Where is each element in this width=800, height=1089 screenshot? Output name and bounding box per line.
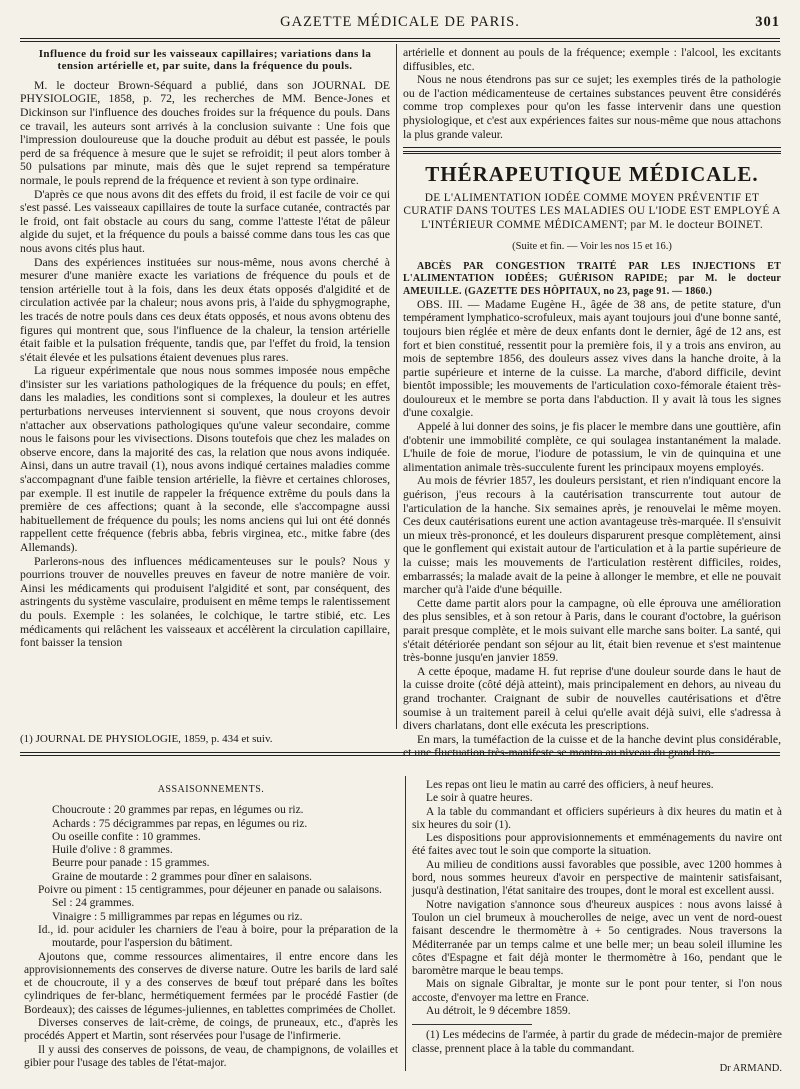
- seasoning-line: Achards : 75 décigrammes par repas, en légumes ou riz.: [52, 817, 308, 830]
- right-paragraph-3: Au mois de février 1857, les douleurs persistant, et rien n'indiquant encore la guérison, j'eus recours à la cautérisation transcurrente tout autour de l'articulation de la hanche. Six semaines après, je renouvelai le même moyen. Ces deux cautérisations eurent une action avantageuse très-marquée. Il s'ensuivit un mieux très-prononcé, et les douleurs disparurent presque complètement, ainsi que le gonflement qui existait autour de l'articulation et à la partie supérieure de la cuisse; mais les mouvements de l'articulation restèrent difficiles, roides, embarrassés; la malade avait de la peine à allonger le membre, et elle ne pouvait marcher qu'à l'aide d'une béquille.: [403, 474, 781, 597]
- feuilleton-left: [24, 780, 398, 1080]
- right-intro-1: artérielle et donnent au pouls de la fréquence; exemple : l'alcool, les excitants diffusibles, etc.: [403, 46, 781, 73]
- column-divider: [396, 44, 397, 729]
- right-paragraph-1: OBS. III. — Madame Eugène H., âgée de 38 ans, de petite stature, d'un tempérament lymphatico-scrofuleux, mais ayant toujours joui d'une bonne santé, toujours bien réglée et mère de deux enfants dont le dernier, âgé de 12 ans, est fort et bien constitué, ressentit pour la première fois, il y a trois ans environ, au mois de septembre 1856, des douleurs assez vives dans la hanche droite, à la partie supérieure et interne de la cuisse. La marche, d'abord difficile, devint bientôt impossible; les mouvements de l'articulation coxo-fémorale étaient très-douloureux et le membre se porta dans l'abduction. Il y avait là tous les signes d'une coxalgie.: [403, 297, 781, 420]
- footnote-rule: [412, 1024, 532, 1025]
- right-paragraph-6: En mars, la tuméfaction de la cuisse et de la hanche devint plus considérable, et une fluctuation très-manifeste se montra au niveau du grand tro-: [403, 732, 781, 760]
- section-heading: THÉRAPEUTIQUE MÉDICALE.: [425, 162, 759, 187]
- feuilleton-right-paragraph-5: Au milieu de conditions aussi favorables que possible, avec 1200 hommes à bord, nous sommes heureux d'avoir en perspective de maintenir satisfaisant, jusqu'à destination, l'état sanitaire des troupes, dont le moral est excellent aussi.: [412, 858, 782, 898]
- right-intro-2: Nous ne nous étendrons pas sur ce sujet; les exemples tirés de la pathologie ou de l'action médicamenteuse de certaines substances peuvent être considérés comme trop complexes pour qu'on les fasse intervenir dans une question physiologique, et c'est aux expériences faites sur nous-même que nous attachons la plus grande valeur.: [403, 73, 781, 141]
- page-number: 301: [755, 14, 780, 30]
- top-rule: [20, 38, 780, 39]
- case-heading: ABCÈS PAR CONGESTION TRAITÉ PAR LES INJECTIONS ET L'ALIMENTATION IODÉES; GUÉRISON RAPIDE; par M. le docteur AMEUILLE. (GAZETTE DES HÔPITAUX, no 23, page 91. — 1860.): [403, 261, 781, 297]
- feuilleton-left-paragraph-3: Il y aussi des conserves de poissons, de veau, de champignons, de volailles et gibier pour l'usage des tables de l'état-major.: [24, 1043, 398, 1069]
- running-head: [20, 14, 780, 34]
- feuilleton-right-paragraph-3: A la table du commandant et officiers supérieurs à dix heures du matin et à six heures du soir (1).: [412, 805, 782, 831]
- right-paragraph-4: Cette dame partit alors pour la campagne, où elle éprouva une amélioration des plus sensibles, et à son retour à Paris, dans le courant d'octobre, la guérison parait presque complète, et le mois suivant elle marche sans boiter. La santé, qui s'était détériorée pendant son séjour au lit, était bien revenue et s'est maintenue très-bonne jusqu'en janvier 1859.: [403, 596, 781, 665]
- feuilleton-right: [412, 779, 782, 1079]
- seasoning-line: Poivre ou piment : 15 centigrammes, pour déjeuner en panade ou salaisons.: [38, 884, 382, 897]
- feuilleton-title: ASSAISONNEMENTS.: [157, 784, 265, 795]
- signature: Dr ARMAND.: [719, 1062, 782, 1074]
- left-footnote: (1) JOURNAL DE PHYSIOLOGIE, 1859, p. 434 et suiv.: [20, 733, 273, 745]
- left-paragraph-4: La rigueur expérimentale que nous nous sommes imposée nous empêche d'insister sur les variations pathologiques de la fréquence du pouls; en effet, dans les maladies, les conditions sont si complexes, la douleur et les autres perturbations nerveuses interviennent si souvent, que nous croyons devoir n'attacher aux observations pathologiques qu'une valeur secondaire, comme nous le faisons pour les vivisections. Disons toutefois que chez les malades on observe encore, dans la majorité des cas, la relation que nous avons indiquée. Ainsi, dans un autre travail (1), nous avons indiqué certaines maladies comme s'accompagnant d'une faible tension artérielle, la fièvre et certaines chloroses, par exemple. Il est inutile de rappeler la fréquence extrême du pouls dans la première de ces affections; quant à la seconde, elle s'accompagne aussi habituellement de fréquence du pouls; les noms anciens qui lui ont été donnés rappellent cette fréquence (febris abba, febris virginea, etc., mitke fabre (des Allemands).: [20, 364, 390, 554]
- feuilleton-right-paragraph-4: Les dispositions pour approvisionnements et emménagements du navire ont été faites avec tout le soin que comporte la situation.: [412, 832, 782, 858]
- feuilleton-left-paragraph-2: Diverses conserves de lait-crème, de coings, de pruneaux, etc., d'après les procédés Appert et Martin, sont réservées pour l'usage de l'infirmerie.: [24, 1017, 398, 1043]
- feuilleton-footnote: (1) Les médecins de l'armée, à partir du grade de médecin-major de première classe, prennent place à la table du commandant.: [412, 1029, 782, 1055]
- right-paragraph-5: A cette époque, madame H. fut reprise d'une douleur sourde dans le haut de la cuisse droite (côté déjà atteint), mais principalement en dehors, au niveau du grand trochanter. Craignant de subir de nouvelles cautérisations et d'être soumise à un traitement pareil à celui qu'elle avait déjà suivi, elle s'adressa à divers charlatans, dont elle exécuta les prescriptions.: [403, 664, 781, 733]
- seasoning-line: Huile d'olive : 8 grammes.: [52, 844, 173, 857]
- seasoning-line: Graine de moutarde : 2 grammes pour dîner en salaisons.: [52, 870, 313, 883]
- left-paragraph-5: Parlerons-nous des influences médicamenteuses sur le pouls? Nous y pourrions trouver de nouvelles preuves en faveur de notre manière de voir. Ainsi les médicaments qui produisent l'algidité et sont, par conséquent, des astringents du système vasculaire, produisent en même temps le ralentissement du pouls. Exemple : les solanées, le colchique, le tartre stibié, etc. Les médicaments qui relâchent les vaisseaux et accélèrent la circulation capillaire, font baisser la tension: [20, 554, 390, 650]
- seasoning-line: Id., id. pour aciduler les charniers de l'eau à boire, pour la préparation de la moutarde, pour l'aspersion du bâtiment.: [38, 923, 398, 950]
- seasoning-line: Vinaigre : 5 milligrammes par repas en légumes ou riz.: [52, 910, 303, 923]
- left-section-title: Influence du froid sur les vaisseaux capillaires; variations dans la tension artérielle et, par suite, dans la fréquence du pouls.: [38, 48, 372, 73]
- continuation-note: (Suite et fin. — Voir les nos 15 et 16.): [512, 240, 672, 252]
- left-paragraph-3: Dans des expériences instituées sur nous-même, nous avons cherché à mesurer d'une manière exacte les variations de fréquence du pouls et de tension artérielle tout à la fois, dans les deux états opposés d'algidité et de circulation activée par la chaleur; nous avons pris, à l'aide du sphygmographe, les tracés de notre pouls dans ces deux états opposés, et nous avons obtenu des figures qui montrent que, sous l'influence de la chaleur, la tension artérielle était faible et la pulsation fréquente, tandis que, par l'effet du froid, la tension s'était élevée et les pulsations étaient devenues plus rares.: [20, 255, 390, 364]
- dateline: Au détroit, le 9 décembre 1859.: [426, 1005, 571, 1018]
- right-paragraph-2: Appelé à lui donner des soins, je fis placer le membre dans une gouttière, afin d'obtenir une immobilité complète, ce qui soulagea instantanément la malade. L'huile de foie de morue, l'iodure de potassium, le vin de quinquina et une alimentation animale très-succulente furent les principaux moyens employés.: [403, 420, 781, 474]
- left-column: [20, 48, 390, 728]
- section-rule: [403, 147, 781, 148]
- feuilleton-right-paragraph-6: Notre navigation s'annonce sous d'heureux auspices : nous avons laissé à Toulon un ciel brumeux à moucherolles de neige, avec un vent de nord-ouest faisant descendre le thermomètre à + 5o centigrades. Nous traversons la Méditerranée par un temps calme et une belle mer; un beau soleil illumine les côtes d'Espagne et fait déjà monter le thermomètre à 16o, pendant que le baromètre marque le beau temps.: [412, 898, 782, 978]
- feuilleton-rule: [20, 752, 780, 753]
- section-double-rule: [403, 151, 781, 154]
- left-paragraph-1: M. le docteur Brown-Séquard a publié, dans son JOURNAL DE PHYSIOLOGIE, 1858, p. 72, les recherches de MM. Bence-Jones et Dickinson sur l'influence des douches froides sur la fréquence du pouls. Dans ce travail, les auteurs sont arrivés à la conclusion suivante : Une fois que l'impression douloureuse que la douche produit au début est passée, le pouls perd de sa fréquence à mesure que le sujet se refroidit; il peut alors tomber à 50 pulsations par minute, mais dès que le sujet reprend sa température normale, le pouls reprend de la fréquence et revient à son type ordinaire.: [20, 78, 390, 187]
- feuilleton-divider: [405, 776, 406, 1071]
- feuilleton-right-paragraph-7: Mais on signale Gibraltar, je monte sur le pont pour tenter, si l'on nous accoste, d'envoyer ma lettre en France.: [412, 978, 782, 1004]
- journal-title: GAZETTE MÉDICALE DE PARIS.: [280, 14, 520, 30]
- top-rule-secondary: [20, 41, 780, 42]
- seasoning-line: Choucroute : 20 grammes par repas, en légumes ou riz.: [52, 804, 304, 817]
- right-column: [403, 46, 781, 760]
- feuilleton-left-paragraph-1: Ajoutons que, comme ressources alimentaires, il entre encore dans les approvisionnements des conserves de diverse nature. Outre les barils de lard salé et de choucroute, il y a des conserves de bœuf tout préparé dans les boîtes cylindriques de fer-blanc, hermétiquement fermées par le procédé Fastier (de Bordeaux); des caisses de légumes-juliennes, en tablettes comprimées de Chollet.: [24, 950, 398, 1016]
- feuilleton-rule-secondary: [20, 755, 780, 756]
- article-dek: DE L'ALIMENTATION IODÉE COMME MOYEN PRÉVENTIF ET CURATIF DANS TOUTES LES MALADIES OU L'IODE EST EMPLOYÉ A L'INTÉRIEUR COMME MÉDICAMENT; par M. le docteur BOINET.: [403, 191, 781, 231]
- feuilleton-right-paragraph-2: Le soir à quatre heures.: [426, 792, 533, 805]
- seasoning-line: Sel : 24 grammes.: [52, 897, 135, 910]
- seasoning-line: Ou oseille confite : 10 grammes.: [52, 830, 201, 843]
- left-paragraph-2: D'après ce que nous avons dit des effets du froid, il est facile de voir ce qui s'est passé. Les vaisseaux capillaires de toute la surface cutanée, contractés par le froid, ont fait obstacle au cours du sang, comme l'atteste l'état de pâleur algide du sujet, et la fréquence du pouls a baissé comme dans tous les cas que nous avons cités plus haut.: [20, 187, 390, 255]
- feuilleton-right-paragraph-1: Les repas ont lieu le matin au carré des officiers, à neuf heures.: [426, 779, 714, 791]
- seasoning-line: Beurre pour panade : 15 grammes.: [52, 857, 210, 870]
